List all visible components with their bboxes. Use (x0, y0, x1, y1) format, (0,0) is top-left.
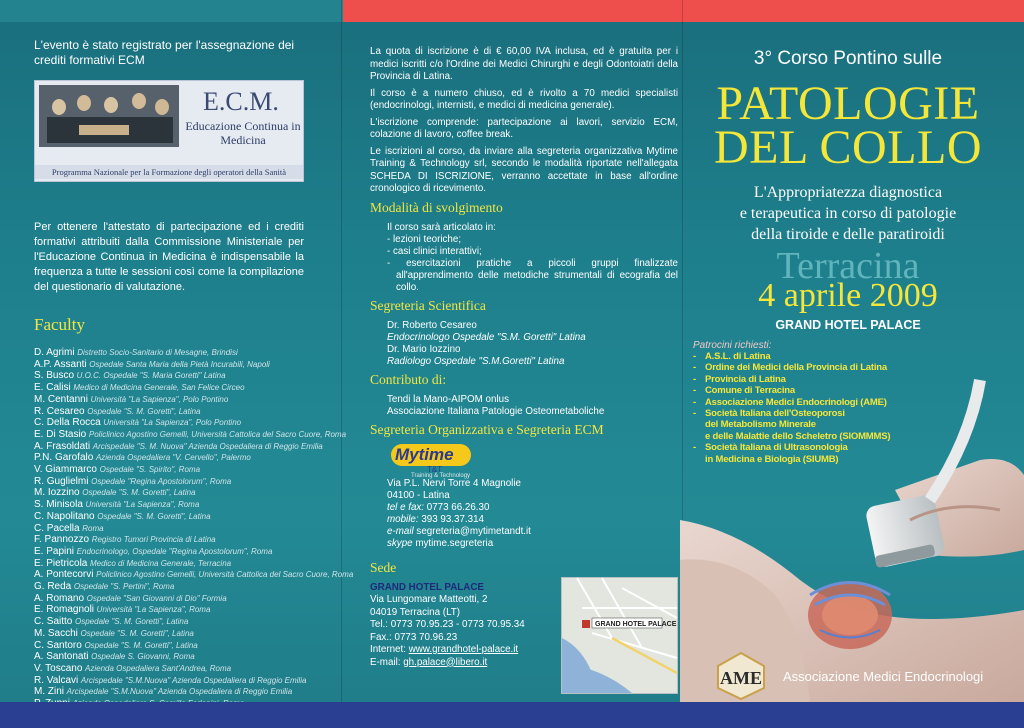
bullet-dash: - (693, 385, 696, 397)
web-label: Internet: (370, 644, 406, 655)
faculty-name: C. Napolitano (34, 510, 95, 522)
faculty-affiliation: Università "La Sapienza", Polo Pontino (103, 418, 242, 428)
modalita-item: - esercitazioni pratiche a piccoli gruppi finalizzate all'apprendimento delle metodiche strumentali di ecografia del collo. (387, 257, 678, 293)
modalita-item: - lezioni teoriche; (387, 233, 462, 245)
subtitle-line: e terapeutica in corso di patologie (739, 205, 957, 222)
faculty-member (34, 628, 304, 640)
subtitle-line: della tiroide e delle paratiroidi (751, 226, 945, 243)
top-bar-red (343, 0, 1024, 22)
faculty-member (34, 569, 354, 581)
faculty-affiliation: Arcispedale "S. M. Nuova" Azienda Ospedaliera di Reggio Emilia (92, 441, 323, 451)
faculty-affiliation: Azienda Ospedaliera "V. Cervello", Palermo (95, 453, 251, 463)
mytime-logo-word: Mytime (395, 444, 454, 464)
faculty-affiliation: Distretto Socio-Sanitario di Mesagne, Brindisi (77, 348, 238, 357)
faculty-name: M. Zini (34, 686, 64, 698)
faculty-name: A. Frasoldati (34, 440, 91, 452)
patrocinio-label: Associazione Medici Endocrinologi (AME) (705, 396, 887, 408)
faculty-name: C. Santoro (34, 639, 82, 651)
faculty-member (34, 487, 304, 499)
course-subtitle (688, 182, 1008, 245)
faculty-member (34, 464, 304, 476)
faculty-member (34, 511, 304, 523)
sede-fax: Fax.: 0773 70.96.23 (370, 631, 458, 643)
course-title-line1: PATOLOGIE (716, 77, 980, 130)
organizer-address: Via P.L. Nervi Torre 4 Magnolie (387, 477, 521, 489)
bullet-dash: - (693, 442, 696, 454)
faculty-name: E. Pietricola (34, 557, 88, 569)
faculty-member (34, 406, 304, 418)
course-title-line2: DEL COLLO (713, 121, 982, 174)
faculty-affiliation: Ospedale "S. Spirito", Roma (99, 465, 201, 475)
segreteria-scientifica-heading: Segreteria Scientifica (370, 297, 486, 313)
fee-text: La quota di iscrizione è di € 60,00 IVA inclusa, ed è gratuita per i medici iscritti c/o l'Ordine dei Medici Chirurghi e degli Odontoiatri della Provincia di Latina. (370, 46, 678, 82)
faculty-name: V. Toscano (34, 662, 83, 674)
sede-email-label: E-mail: (370, 656, 401, 668)
faculty-member (34, 604, 304, 616)
sede-city: 04019 Terracina (LT) (370, 606, 461, 618)
faculty-affiliation: Endocrinologo, Ospedale "Regina Apostolorum", Roma (76, 546, 273, 556)
sci-name: Dr. Mario Iozzino (387, 343, 461, 355)
ame-name: Associazione Medici Endocrinologi (783, 669, 984, 684)
event-city: Terracina (776, 245, 920, 287)
faculty-affiliation: Arcispedale "S.M.Nuova" Azienda Ospedaliera di Reggio Emilia (66, 687, 293, 697)
email-label: e-mail (387, 525, 414, 537)
faculty-name: D. Agrimi (34, 347, 75, 358)
faculty-name: R. Cesareo (34, 405, 85, 417)
course-kicker: 3° Corso Pontino sulle (753, 48, 943, 69)
faculty-affiliation: Registro Tumori Provincia di Latina (91, 535, 216, 545)
organizer-mobile: 393 93.37.314 (421, 513, 484, 525)
faculty-member (34, 523, 304, 535)
bullet-dash: - (693, 362, 696, 374)
faculty-member (34, 452, 304, 464)
faculty-affiliation: Medico di Medicina Generale, San Felice Circeo (73, 383, 245, 393)
faculty-member (34, 546, 304, 558)
faculty-affiliation: Ospedale "S. M. Goretti", Latina (87, 406, 201, 416)
sede-address: Via Lungomare Matteotti, 2 (370, 594, 488, 605)
bullet-dash: - (693, 373, 696, 385)
organizer-skype: mytime.segreteria (415, 537, 494, 549)
right-panel (688, 48, 1008, 465)
includes-text: L'iscrizione comprende: partecipazione ai lavori, servizio ECM, colazione di lavoro, coffee break. (370, 116, 678, 140)
faculty-member (34, 558, 304, 570)
faculty-name: M. Sacchi (34, 627, 78, 639)
faculty-member (34, 593, 304, 605)
mobile-label: mobile: (387, 513, 419, 525)
sede-hotel-name: GRAND HOTEL PALACE (370, 581, 484, 593)
contributo-list (387, 394, 678, 418)
bottom-color-bar (0, 702, 1024, 728)
faculty-name: A. Santonati (34, 651, 89, 663)
faculty-member (34, 686, 304, 698)
faculty-affiliation: Ospedale "San Giovanni di Dio" Formia (86, 593, 227, 603)
bullet-dash: - (693, 408, 696, 420)
faculty-name: E. Di Stasio (34, 428, 87, 440)
top-color-bar (0, 0, 1024, 22)
faculty-member (34, 382, 304, 394)
organizer-city: 04100 - Latina (387, 489, 450, 501)
organizer-email[interactable]: segreteria@mytimetandt.it (416, 525, 531, 537)
event-date: 4 aprile 2009 (758, 277, 938, 314)
contributor: Tendi la Mano-AIPOM onlus (387, 393, 509, 405)
map-hotel-label: GRAND HOTEL PALACE (595, 621, 677, 628)
faculty-member (34, 440, 323, 453)
faculty-name: R. Valcavi (34, 674, 79, 686)
faculty-member (34, 663, 304, 675)
faculty-affiliation: Arcispedale "S.M.Nuova" Azienda Ospedaliera di Reggio Emilia (80, 675, 307, 685)
patrocinio-label: in Medicina e Biologia (SIUMB) (705, 453, 839, 465)
modalita-heading: Modalità di svolgimento (370, 199, 503, 215)
faculty-name: C. Pacella (34, 522, 80, 534)
faculty-name: M. Centanni (34, 393, 88, 405)
faculty-affiliation: Ospedale "S. M. Goretti", Latina (97, 511, 211, 521)
patrocinio-label: e delle Malattie dello Scheletro (SIOMMMS) (705, 430, 891, 442)
tel-label: tel e fax: (387, 501, 425, 513)
ecm-footer: Programma Nazionale per la Formazione degli operatori della Sanità (35, 165, 303, 179)
faculty-list (34, 347, 354, 710)
sede-heading: Sede (370, 559, 397, 575)
faculty-affiliation: Policlinico Agostino Gemelli, Università Cattolica del Sacro Cuore, Roma (88, 429, 347, 439)
faculty-member (34, 359, 304, 371)
patrocinio-label: Comune di Terracina (705, 385, 795, 397)
sede-email-link[interactable]: gh.palace@libero.it (403, 656, 488, 668)
ame-logo-icon (716, 652, 766, 700)
mytime-logo-tt: T&T (427, 464, 443, 474)
modalita-item: - casi clinici interattivi; (387, 245, 482, 257)
faculty-name: A. Romano (34, 592, 85, 604)
segreteria-scientifica (387, 320, 678, 368)
ecm-title: E.C.M. (203, 87, 279, 116)
organizer-contacts (387, 478, 678, 550)
sci-affiliation: Radiologo Ospedale "S.M.Goretti" Latina (387, 355, 565, 367)
faculty-affiliation: U.O.C. Ospedale "S. Maria Goretti" Latina (76, 371, 226, 381)
mytime-logo (387, 444, 497, 478)
sede-tel: Tel.: 0773 70.95.23 - 0773 70.95.34 (370, 619, 525, 630)
faculty-name: F. Pannozzo (34, 534, 90, 546)
faculty-affiliation: Ospedale "Regina Apostolorum", Roma (91, 476, 232, 486)
mytime-logo-sub: Training & Technology (411, 472, 471, 479)
patrocinio-item (693, 351, 890, 362)
faculty-affiliation: Ospedale "S. Pertini", Roma (73, 582, 175, 592)
bullet-dash: - (693, 396, 696, 408)
faculty-affiliation: Roma (82, 523, 104, 533)
left-panel (34, 38, 354, 710)
faculty-affiliation: Ospedale Santa Maria della Pietà Incurabili, Napoli (89, 359, 270, 369)
faculty-member (34, 347, 304, 359)
faculty-member (34, 534, 304, 546)
faculty-name: E. Romagnoli (34, 604, 95, 616)
ame-logo-letters: AME (720, 668, 762, 688)
faculty-member (34, 476, 304, 488)
faculty-affiliation: Università "La Sapienza", Polo Pontino (90, 394, 229, 404)
faculty-member (34, 616, 304, 628)
ecm-subtitle: Educazione Continua in Medicina (185, 119, 301, 147)
subtitle-line: L'Appropriatezza diagnostica (753, 184, 943, 201)
registration-text: Le iscrizioni al corso, da inviare alla segreteria organizzativa Mytime Training & Technology srl, secondo le modalità riportate nell'allegata SCHEDA DI ISCRIZIONE, verranno accettate in base all'ordine cronologico di ricevimento. (370, 145, 678, 194)
faculty-name: A. Pontecorvi (34, 569, 94, 581)
faculty-affiliation: Università "La Sapienza", Roma (96, 605, 211, 615)
faculty-name: A.P. Assanti (34, 358, 87, 370)
faculty-name: P.N. Garofalo (34, 452, 94, 464)
patrocinio-label: A.S.L. di Latina (705, 351, 771, 362)
patrocinio-label: Ordine dei Medici della Provincia di Latina (705, 362, 887, 374)
faculty-member (34, 428, 347, 441)
bullet-dash: - (693, 351, 696, 362)
faculty-name: S. Busco (34, 370, 75, 382)
faculty-name: G. Reda (34, 581, 72, 593)
faculty-name: R. Guglielmi (34, 475, 89, 487)
course-title (688, 77, 1008, 174)
skype-label: skype (387, 537, 413, 549)
attestato-text: Per ottenere l'attestato di partecipazione ed i crediti formativi attribuiti dalla Commissione Ministeriale per l'Educazione Continua in Medicina è indispensabile la frequenza a tutte le sessioni così come la compilazione del questionario di valutazione. (34, 221, 304, 293)
audience-text: Il corso è a numero chiuso, ed è rivolto a 70 medici specialisti (endocrinologi, internisti, e medici di medicina generale). (370, 87, 678, 111)
organizer-tel: 0773 66.26.30 (426, 501, 490, 513)
faculty-member (34, 674, 307, 687)
faculty-affiliation: Medico di Medicina Generale, Terracina (90, 558, 232, 568)
faculty-name: V. Giammarco (34, 464, 97, 476)
patrocinio-label: Società Italiana dell'Osteoporosi (705, 408, 845, 420)
faculty-heading: Faculty (34, 315, 85, 334)
faculty-member (34, 640, 304, 652)
contributo-heading: Contributo di: (370, 371, 447, 387)
modalita-list (387, 222, 678, 294)
faculty-affiliation: Ospedale "S. M. Goretti", Latina (80, 628, 194, 638)
faculty-name: C. Della Rocca (34, 417, 101, 429)
faculty-member (34, 651, 304, 663)
faculty-affiliation: Ospedale "S. M. Goretti", Latina (75, 617, 189, 627)
faculty-affiliation: Ospedale "S. M. Goretti", Latina (84, 640, 198, 650)
faculty-name: C. Saitto (34, 616, 73, 628)
middle-panel (370, 46, 678, 669)
patrocinio-label: Provincia di Latina (705, 373, 786, 385)
ecm-banner (34, 80, 304, 182)
faculty-member (34, 499, 304, 511)
segreteria-organizzativa-heading: Segreteria Organizzativa e Segreteria ECM (370, 421, 604, 437)
faculty-name: M. Iozzino (34, 487, 80, 499)
faculty-affiliation: Ospedale S. Giovanni, Roma (91, 652, 195, 662)
location-map (561, 577, 678, 694)
faculty-affiliation: Ospedale "S. M. Goretti", Latina (82, 488, 196, 498)
ecm-painting-image (39, 85, 179, 147)
faculty-affiliation: Azienda Ospedaliera Sant'Andrea, Roma (85, 663, 232, 673)
faculty-affiliation: Policlinico Agostino Gemelli, Università Cattolica del Sacro Cuore, Roma (96, 570, 354, 580)
patrocinio-item (693, 362, 890, 373)
patrocinio-label: del Metabolismo Minerale (705, 419, 816, 431)
faculty-name: E. Calisi (34, 382, 71, 394)
modalita-intro: Il corso sarà articolato in: (387, 221, 496, 233)
event-venue: GRAND HOTEL PALACE (775, 318, 921, 332)
faculty-name: S. Minisola (34, 499, 83, 511)
sede-website-link[interactable]: www.grandhotel-palace.it (408, 644, 519, 655)
fold-line-left (341, 0, 342, 728)
faculty-name: E. Papini (34, 545, 75, 557)
patrocinio-label: Società Italiana di Ultrasonologia (705, 442, 848, 454)
faculty-affiliation: Università "La Sapienza", Roma (85, 500, 200, 510)
faculty-member (34, 394, 304, 406)
patrocini-heading: Patrocini richiesti: (693, 340, 772, 351)
contributor: Associazione Italiana Patologie Osteometaboliche (387, 405, 605, 417)
sci-affiliation: Endocrinologo Ospedale "S.M. Goretti" Latina (387, 331, 586, 343)
faculty-member (34, 417, 304, 429)
sci-name: Dr. Roberto Cesareo (387, 319, 477, 331)
ecm-intro: L'evento è stato registrato per l'assegnazione dei crediti formativi ECM (34, 38, 295, 67)
faculty-member (34, 581, 304, 593)
faculty-member (34, 370, 304, 382)
